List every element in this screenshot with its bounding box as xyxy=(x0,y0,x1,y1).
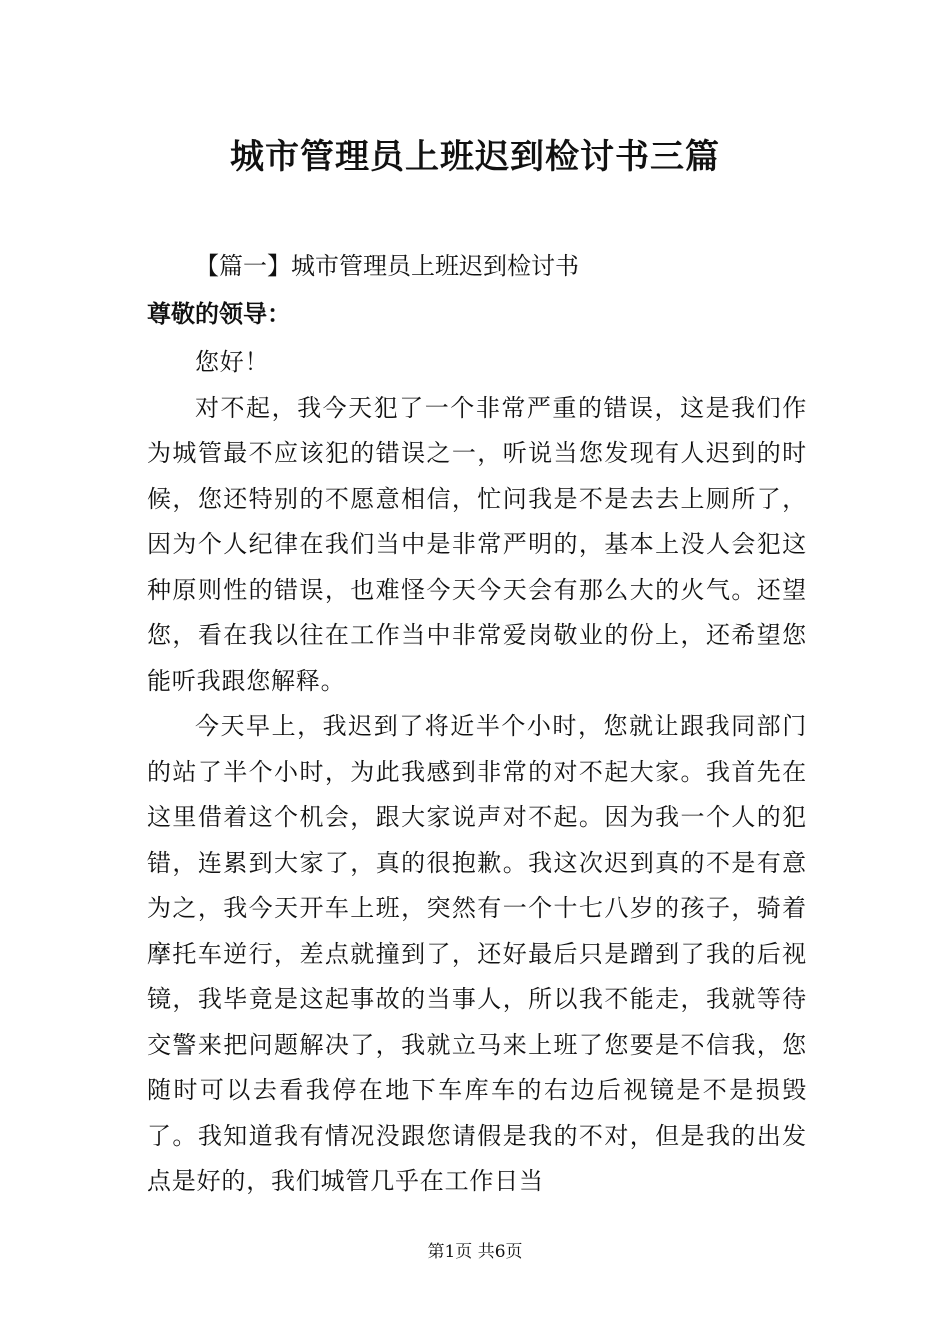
body-paragraph-1: 对不起，我今天犯了一个非常严重的错误，这是我们作为城管最不应该犯的错误之一，听说当您发现有人迟到的时候，您还特别的不愿意相信，忙问我是不是去去上厕所了，因为个人纪律在我们当中是非常严明的，基本上没人会犯这种原则性的错误，也难怪今天今天会有那么大的火气。还望您，看在我以往在工作当中非常爱岗敬业的份上，还希望您能听我跟您解释。 xyxy=(147,393,807,695)
section-heading: 【篇一】城市管理员上班迟到检讨书 xyxy=(195,252,579,280)
letter-body xyxy=(147,340,807,1205)
greeting-paragraph: 您好！ xyxy=(195,348,270,376)
page-footer: 第1页 共6页 xyxy=(427,1242,523,1262)
document-title: 城市管理员上班迟到检讨书三篇 xyxy=(230,137,720,177)
body-paragraph-2: 今天早上，我迟到了将近半个小时，您就让跟我同部门的站了半个小时，为此我感到非常的对不起大家。我首先在这里借着这个机会，跟大家说声对不起。因为我一个人的犯错，连累到大家了，真的很抱歉。我这次迟到真的不是有意为之，我今天开车上班，突然有一个十七八岁的孩子，骑着摩托车逆行，差点就撞到了，还好最后只是蹭到了我的后视镜，我毕竟是这起事故的当事人，所以我不能走，我就等待交警来把问题解决了，我就立马来上班了您要是不信我，您随时可以去看我停在地下车库车的右边后视镜是不是损毁了。我知道我有情况没跟您请假是我的不对，但是我的出发点是好的，我们城管几乎在工作日当 xyxy=(147,712,807,1195)
salutation: 尊敬的领导： xyxy=(147,299,291,328)
